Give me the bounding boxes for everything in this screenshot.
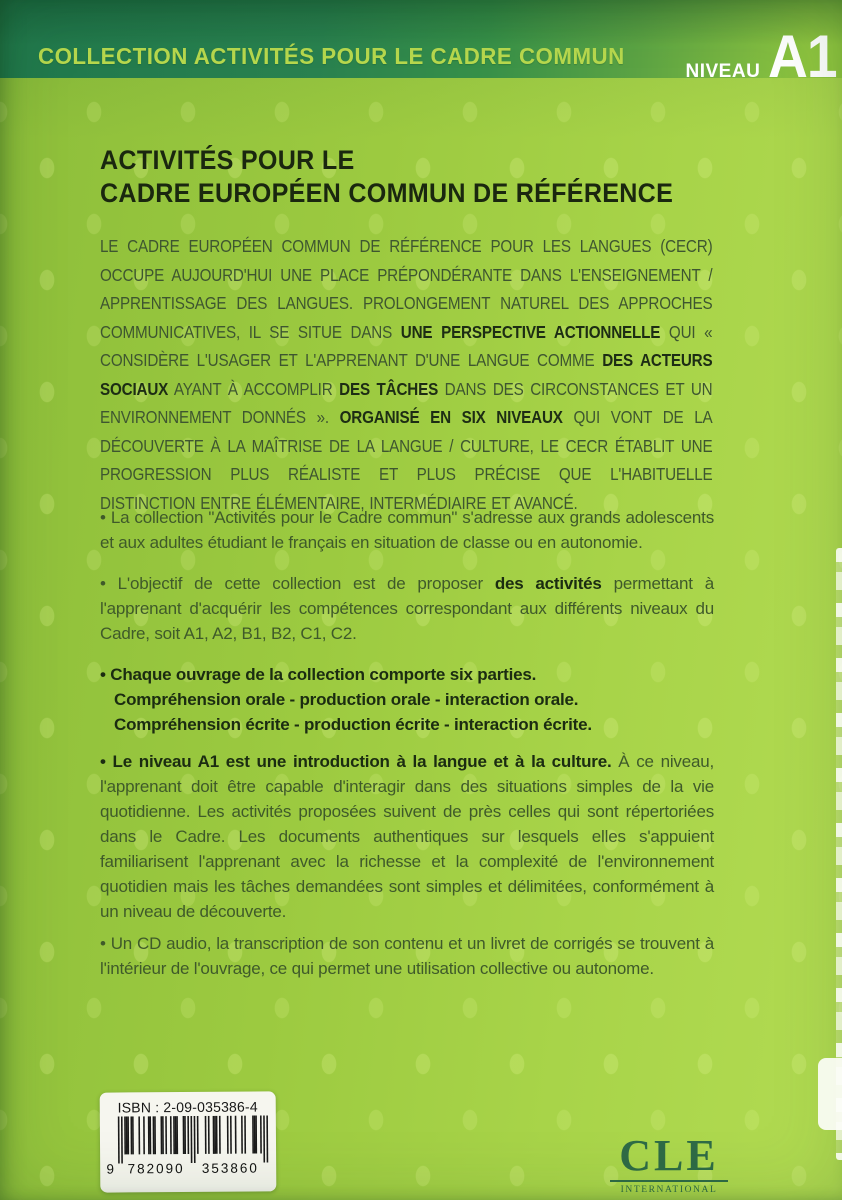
bullet-six-parties-line3: Compréhension écrite - production écrite - interaction écrite.: [114, 715, 592, 734]
svg-text:782090: 782090: [127, 1161, 185, 1177]
bullet-item-cd-audio: • Un CD audio, la transcription de son contenu et un livret de corrigés se trouvent à l'intérieur de l'ouvrage, ce qui permet une utilisation collective ou autonome.: [100, 934, 714, 978]
book-title-line1: ACTIVITÉS POUR LE: [100, 145, 355, 175]
isbn-text: ISBN : 2-09-035386-4: [117, 1098, 258, 1116]
barcode: [100, 1115, 276, 1176]
bullet-item-collection: • La collection "Activités pour le Cadre commun" s'adresse aux grands adolescents et aux adultes étudiant le français en situation de classe ou en autonomie.: [100, 508, 714, 552]
svg-text:353860: 353860: [201, 1160, 259, 1176]
publisher-name: CLE: [610, 1136, 728, 1182]
book-title-line2: CADRE EUROPÉEN COMMUN DE RÉFÉRENCE: [100, 178, 674, 208]
level-label: NIVEAU: [685, 61, 761, 82]
svg-text:9: 9: [105, 1161, 116, 1177]
bullet-item-objectif: • L'objectif de cette collection est de proposer des activités permettant à l'apprenant d'acquérir les compétences correspondant aux différents niveaux du Cadre, soit A1, A2, B1, B2, C1, C2.: [100, 574, 714, 643]
edge-wear-patch: [818, 1058, 842, 1130]
bullet-six-parties-line1: • Chaque ouvrage de la collection comporte six parties.: [100, 665, 537, 684]
header-band: [0, 0, 842, 90]
publisher-subtitle: INTERNATIONAL: [620, 1185, 718, 1196]
publisher-logo: [610, 1131, 728, 1196]
bullet-item-niveau-a1: • Le niveau A1 est une introduction à la langue et à la culture. À ce niveau, l'apprenant doit être capable d'interagir dans des situations simples de la vie quotidienne. Les activités proposées suivent de près celles qui sont répertoriées dans le Cadre. Les documents authentiques sur lesquels elles s'appuient familiarisent l'apprenant avec la richesse et la complexité de l'environnement quotidien mais les tâches demandées sont simples et délimitées, conformément à un niveau de découverte.: [100, 752, 715, 921]
level-badge: [685, 23, 838, 90]
bullet-six-parties-line2: Compréhension orale - production orale - interaction orale.: [114, 690, 579, 709]
bullet-list: [100, 505, 714, 997]
level-value: A1: [768, 23, 837, 90]
collection-title: COLLECTION ACTIVITÉS POUR LE CADRE COMMUN: [38, 43, 625, 69]
bullet-item-six-parties: [100, 662, 714, 737]
book-title: [100, 144, 673, 210]
intro-paragraph: LE CADRE EUROPÉEN COMMUN DE RÉFÉRENCE POUR LES LANGUES (CECR) OCCUPE AUJOURD'HUI UNE PLACE PRÉPONDÉRANTE DANS L'ENSEIGNEMENT / APPRENTISSAGE DES LANGUES. PROLONGEMENT NATUREL DES APPROCHES COMMUNICATIVES, IL SE SITUE DANS UNE PERSPECTIVE ACTIONNELLE QUI « CONSIDÈRE L'USAGER ET L'APPRENANT D'UNE LANGUE COMME DES ACTEURS SOCIAUX AYANT À ACCOMPLIR DES TÂCHES DANS DES CIRCONSTANCES ET UN ENVIRONNEMENT DONNÉS ». ORGANISÉ EN SIX NIVEAUX QUI VONT DE LA DÉCOUVERTE À LA MAÎTRISE DE LA LANGUE / CULTURE, LE CECR ÉTABLIT UNE PROGRESSION PLUS RÉALISTE ET PLUS PRÉCISE QUE L'HABITUELLE DISTINCTION ENTRE ÉLÉMENTAIRE, INTERMÉDIAIRE ET AVANCÉ.: [100, 236, 713, 513]
isbn-label-box: [100, 1091, 277, 1192]
